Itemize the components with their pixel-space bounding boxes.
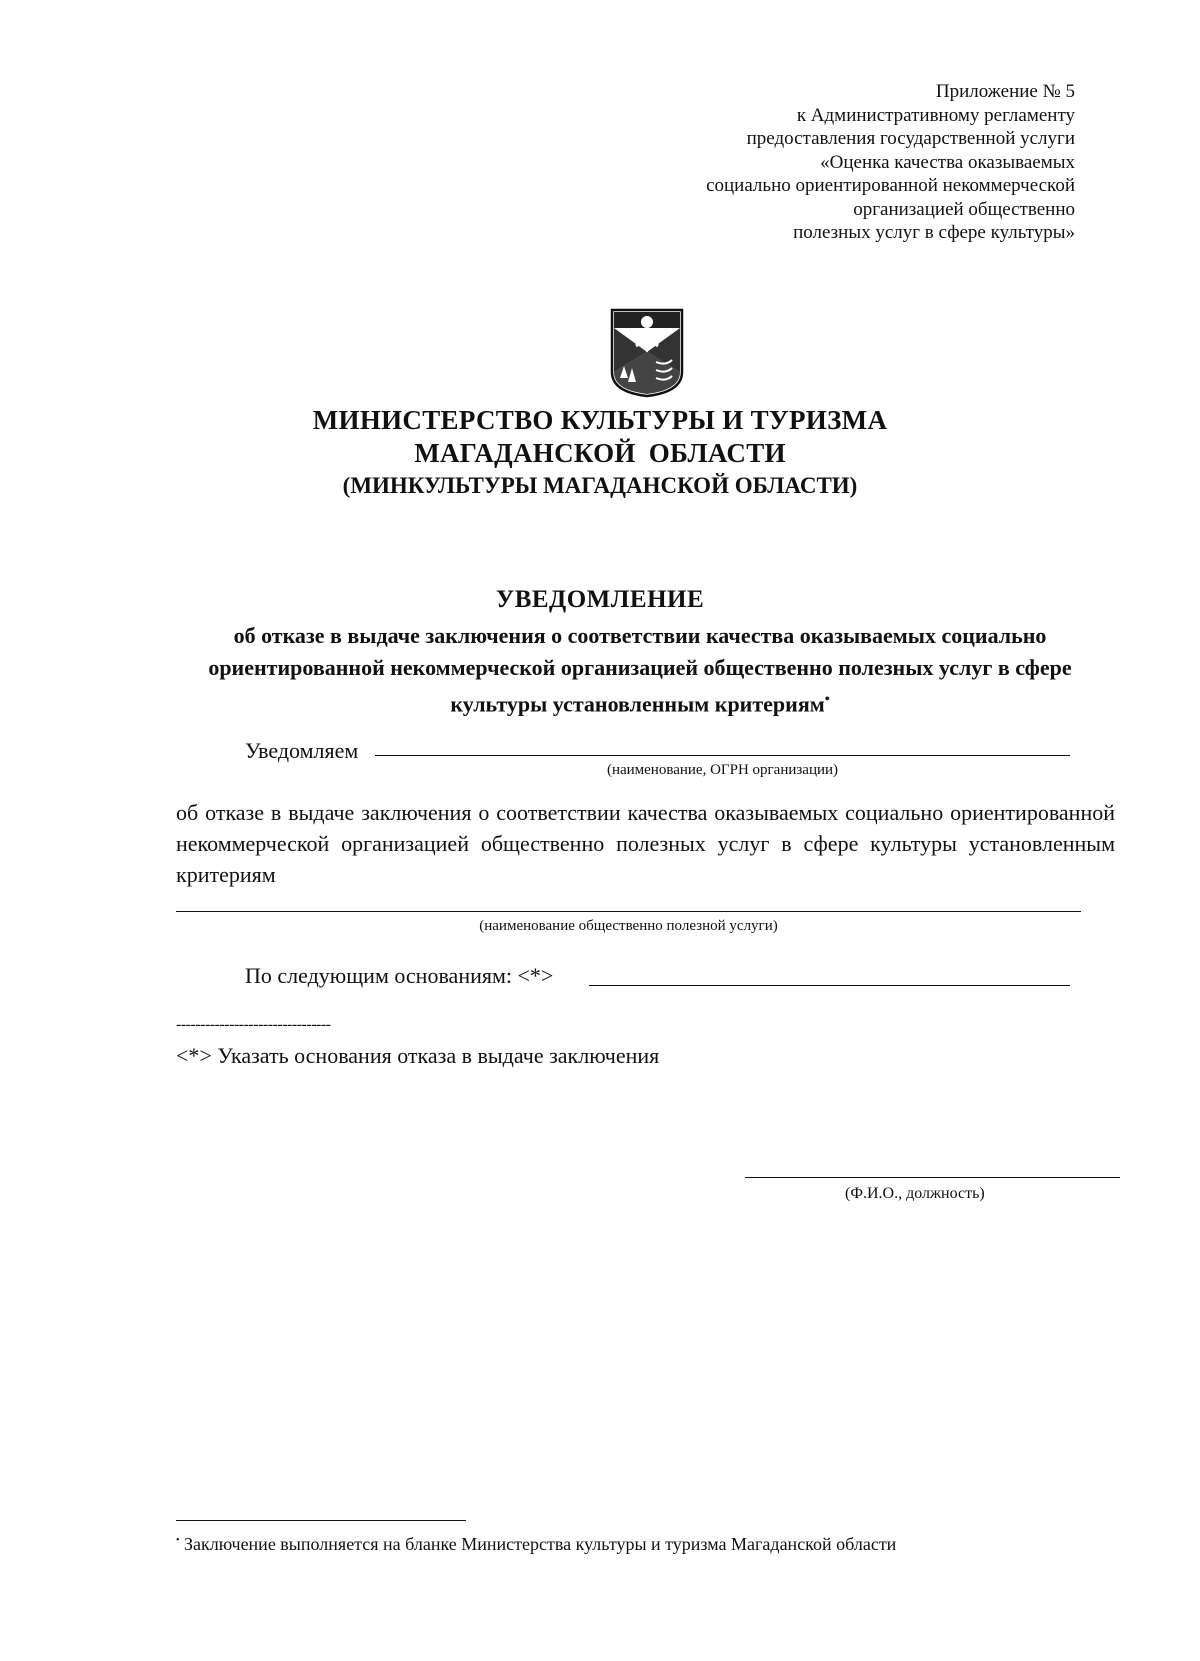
footnote-mark: • <box>176 1535 180 1546</box>
ministry-header <box>0 404 1200 502</box>
notify-label: Уведомляем <box>245 738 359 763</box>
basis-field[interactable] <box>589 985 1070 986</box>
subtitle-text: об отказе в выдаче заключения о соответствии качества оказываемых социально ориентированной некоммерческой организацией общественно полезных услуг в сфере культуры установленным критериям <box>208 623 1072 717</box>
annex-line: организацией общественно <box>853 198 1075 220</box>
organization-caption: (наименование, ОГРН организации) <box>606 762 839 778</box>
annex-header <box>706 80 1075 245</box>
organization-name-field[interactable] <box>375 755 1070 756</box>
service-name-field[interactable] <box>176 911 1081 912</box>
annex-line: предоставления государственной услуги <box>746 128 1075 149</box>
footnote-text: Заключение выполняется на бланке Министерства культуры и туризма Магаданской области <box>179 1534 897 1554</box>
basis-label: По следующим основаниям: <*> <box>245 963 554 988</box>
footnote-divider <box>176 1520 466 1521</box>
ministry-name-line2: МАГАДАНСКОЙ ОБЛАСТИ <box>414 438 786 468</box>
annex-line: «Оценка качества оказываемых <box>820 151 1075 173</box>
annex-line: полезных услуг в сфере культуры» <box>793 222 1075 243</box>
coat-of-arms-icon <box>610 308 684 398</box>
annex-line: социально ориентированной некоммерческой <box>706 175 1075 196</box>
footnote <box>176 1534 896 1555</box>
signature-field[interactable] <box>745 1177 1120 1178</box>
dashed-separator: -------------------------------- <box>176 1016 331 1033</box>
basis-note: <*> Указать основания отказа в выдаче заключения <box>176 1043 660 1068</box>
document-subtitle <box>200 620 1080 720</box>
annex-line: Приложение № 5 <box>935 81 1075 102</box>
service-caption: (наименование общественно полезной услуги) <box>479 918 778 934</box>
ministry-name-line1: МИНИСТЕРСТВО КУЛЬТУРЫ И ТУРИЗМА <box>312 405 888 435</box>
ministry-short-name: (МИНКУЛЬТУРЫ МАГАДАНСКОЙ ОБЛАСТИ) <box>342 473 858 498</box>
refusal-paragraph: об отказе в выдаче заключения о соответствии качества оказываемых социально ориентированной некоммерческой организацией общественно полезных услуг в сфере культуры установленным критериям <box>176 800 1115 887</box>
annex-line: к Административному регламенту <box>796 104 1075 126</box>
document-title: УВЕДОМЛЕНИЕ <box>495 586 705 613</box>
signature-caption: (Ф.И.О., должность) <box>845 1185 985 1202</box>
footnote-marker: • <box>824 692 830 707</box>
